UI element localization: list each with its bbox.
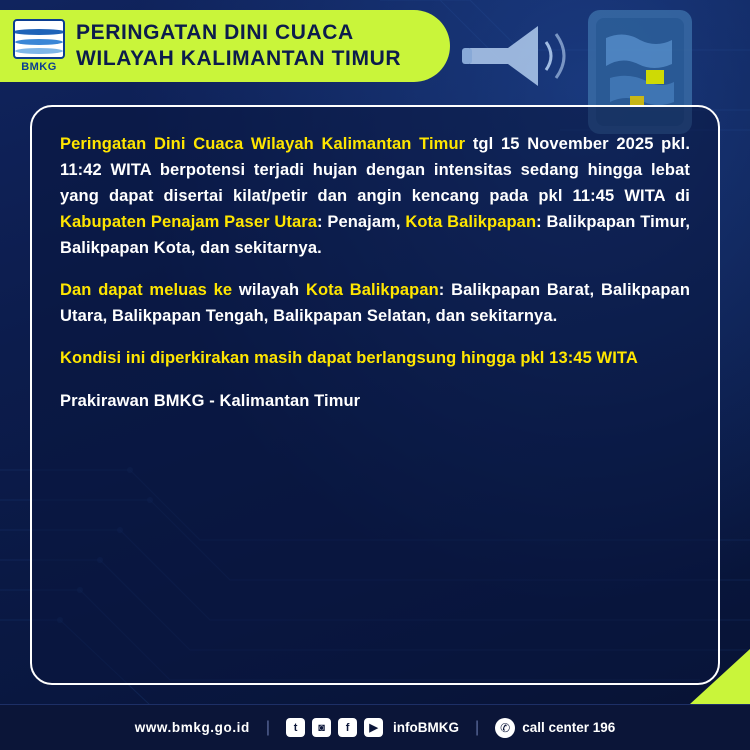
twitter-icon[interactable]: t (286, 718, 305, 737)
bmkg-logo-label: BMKG (21, 61, 57, 73)
warning-p1-seg1: Peringatan Dini Cuaca Wilayah Kalimantan Timur (60, 135, 466, 153)
footer-social-links (286, 718, 459, 737)
instagram-icon[interactable]: ◙ (312, 718, 331, 737)
warning-p2-seg4: : Balikpapan Barat, Balikpapan Utara, Balikpapan Tengah, Balikpapan Selatan, dan sekitarnya. (60, 281, 691, 326)
bmkg-logo (12, 17, 66, 75)
warning-paragraph-3: Kondisi ini diperkirakan masih dapat berlangsung hingga pkl 13:45 WITA (60, 349, 638, 368)
phone-icon: ✆ (495, 718, 515, 738)
footer-separator-left: | (265, 718, 271, 736)
warning-p2-seg1: Dan dapat meluas ke (60, 281, 233, 300)
warning-p1-seg5: Kota Balikpapan (405, 213, 537, 232)
footer-call-center-label: call center 196 (522, 720, 616, 735)
youtube-icon[interactable]: ▶ (364, 718, 383, 737)
warning-paragraph-1 (60, 131, 690, 261)
header-banner (0, 10, 450, 82)
warning-p1-seg6: : Balikpapan Timur, Balikpapan Kota, dan sekitarnya. (60, 213, 691, 258)
footer-bar (0, 704, 750, 750)
megaphone-icon (462, 26, 564, 86)
warning-signature: Prakirawan BMKG - Kalimantan Timur (60, 391, 361, 410)
page-title-line2: WILAYAH KALIMANTAN TIMUR (76, 47, 402, 70)
footer-separator-right: | (475, 718, 480, 736)
warning-p1-seg2: tgl 15 November 2025 pkl. 11:42 WITA berpotensi terjadi hujan dengan intensitas sedang hingga lebat yang dapat disertai kilat/petir dan angin kencang pada pkl 11:45 WITA di (60, 135, 690, 206)
bmkg-logo-icon (13, 19, 65, 59)
warning-p2-seg3: Kota Balikpapan (305, 281, 439, 300)
warning-content-card (30, 105, 720, 685)
facebook-icon[interactable]: f (338, 718, 357, 737)
page-title (76, 20, 401, 71)
warning-p1-seg4: : Penajam, (317, 213, 406, 232)
footer-website[interactable]: www.bmkg.go.id (134, 720, 250, 735)
warning-p2-seg2: wilayah (232, 281, 306, 300)
warning-paragraph-2 (60, 277, 690, 329)
warning-p1-seg3: Kabupaten Penajam Paser Utara (60, 213, 318, 232)
footer-call-center (495, 718, 615, 738)
page-title-line1: PERINGATAN DINI CUACA (76, 21, 354, 45)
warning-body (60, 131, 690, 414)
footer-social-handle: infoBMKG (393, 720, 460, 735)
